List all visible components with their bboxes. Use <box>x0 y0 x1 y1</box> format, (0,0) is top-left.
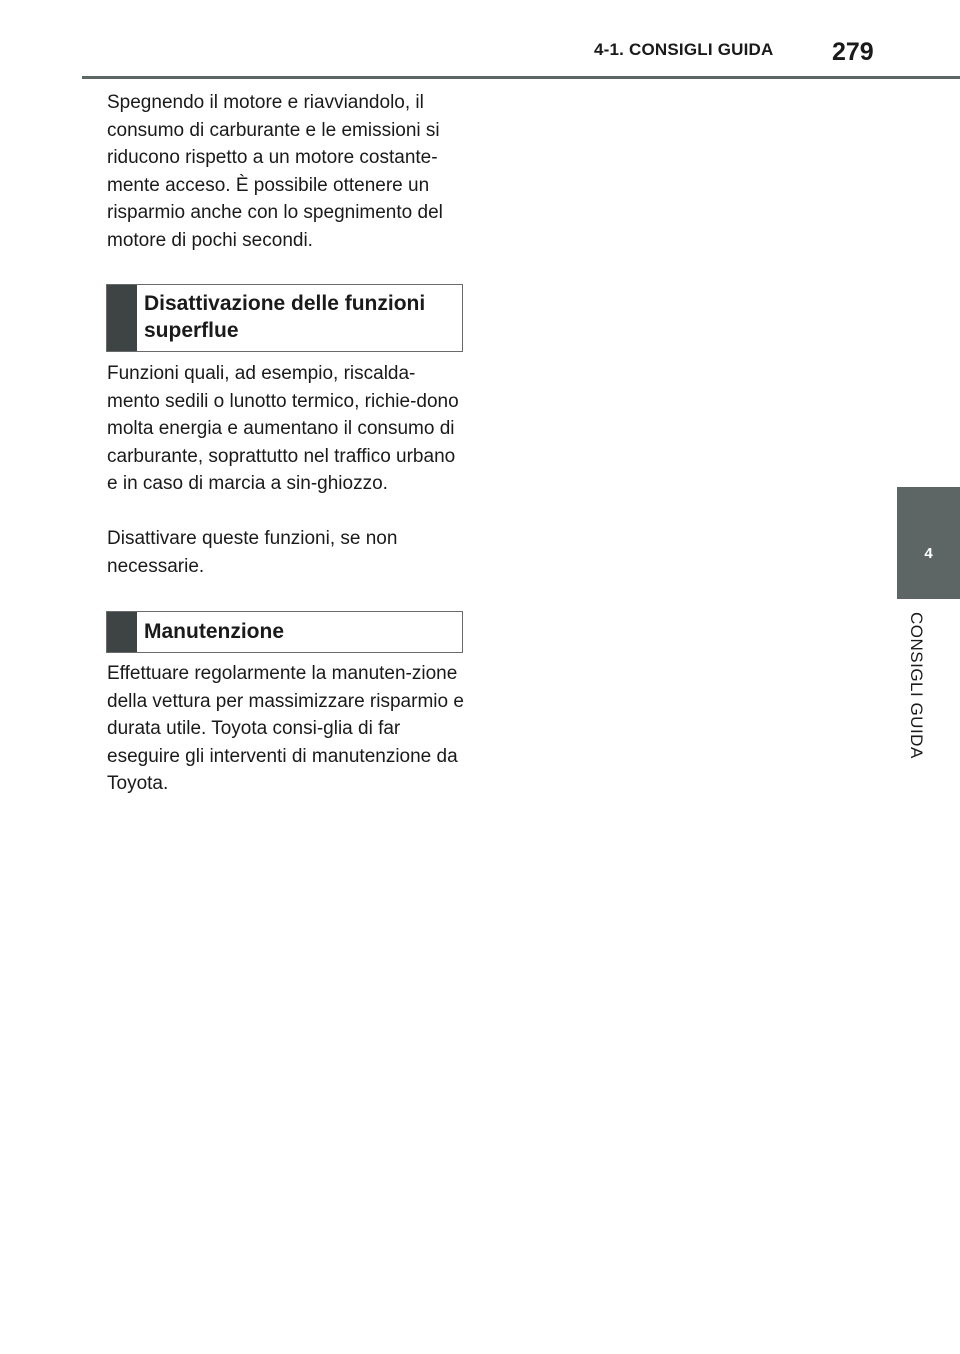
section-heading: Disattivazione delle funzioni superflue <box>144 292 426 342</box>
section-heading-box-2 <box>106 611 463 653</box>
header-divider <box>82 76 960 79</box>
section-heading-box <box>106 284 463 352</box>
chapter-tab-number: 4 <box>924 545 933 562</box>
section-heading-2: Manutenzione <box>144 620 284 643</box>
chapter-tab <box>897 487 960 599</box>
section2-paragraph: Effettuare regolarmente la manuten-zione della vettura per massimizzare risparmio e durata utile. Toyota consi-glia di far eseguire gli interventi di manutenzione da Toyota. <box>107 663 464 794</box>
section-header: 4-1. CONSIGLI GUIDA <box>594 40 774 59</box>
section-heading-marker <box>107 285 137 351</box>
section-heading-marker-2 <box>107 612 137 652</box>
section1-paragraph-2: Disattivare queste funzioni, se non necessarie. <box>107 528 398 577</box>
page-number: 279 <box>832 38 874 66</box>
chapter-tab-label: CONSIGLI GUIDA <box>907 612 926 759</box>
section1-paragraph: Funzioni quali, ad esempio, riscalda-mento sedili o lunotto termico, richie-dono molta energia e aumentano il consumo di carburante, soprattutto nel traffico urbano e in caso di marcia a sin-ghiozzo. <box>107 363 459 494</box>
intro-paragraph: Spegnendo il motore e riavviandolo, il consumo di carburante e le emissioni si riducono rispetto a un motore costante-mente acceso. È possibile ottenere un risparmio anche con lo spegnimento del motore di pochi secondi. <box>107 92 443 251</box>
